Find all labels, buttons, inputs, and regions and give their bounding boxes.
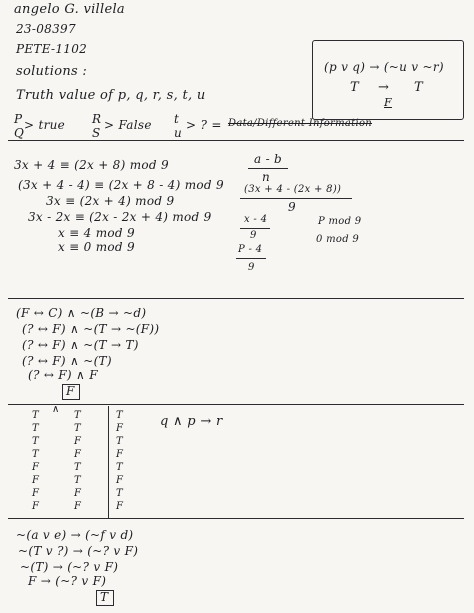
frac2-bar bbox=[240, 198, 352, 199]
col1-row2: T bbox=[32, 423, 39, 434]
mod-line-6: x ≡ 0 mod 9 bbox=[58, 240, 135, 254]
table-header-mark: ∧ bbox=[52, 404, 60, 415]
logic2-line-4: F → (~? v F) bbox=[28, 574, 107, 588]
col3-row8: F bbox=[116, 501, 124, 512]
logic1-answer: F bbox=[66, 384, 75, 398]
logic1-line-4: (? ↔ F) ∧ ~(T) bbox=[22, 354, 112, 368]
col1-row4: T bbox=[32, 449, 39, 460]
struck-note: Data/Different Information bbox=[228, 118, 373, 129]
frac4-bar bbox=[236, 258, 266, 259]
table-expression: q ∧ p → r bbox=[160, 414, 223, 429]
col2-row4: F bbox=[74, 449, 82, 460]
col2-row6: T bbox=[74, 475, 81, 486]
logic1-line-5: (? ↔ F) ∧ F bbox=[28, 368, 98, 382]
solutions-heading: solutions : bbox=[16, 64, 88, 79]
mod-line-2: (3x + 4 - 4) ≡ (2x + 8 - 4) mod 9 bbox=[18, 178, 224, 192]
col1-row5: F bbox=[32, 462, 40, 473]
col2-row2: T bbox=[74, 423, 81, 434]
table-vertical-rule bbox=[108, 406, 109, 518]
mod-line-4: 3x - 2x ≡ (2x - 2x + 4) mod 9 bbox=[28, 210, 212, 224]
col3-row6: F bbox=[116, 475, 124, 486]
course-code: PETE-1102 bbox=[16, 42, 88, 56]
frac4-numerator: P - 4 bbox=[238, 244, 263, 255]
frac3-numerator: x - 4 bbox=[244, 214, 268, 225]
col1-row6: F bbox=[32, 475, 40, 486]
frac1-denominator: n bbox=[262, 170, 271, 184]
col3-row4: F bbox=[116, 449, 124, 460]
col1-row3: T bbox=[32, 436, 39, 447]
col2-row5: T bbox=[74, 462, 81, 473]
logic1-line-3: (? ↔ F) ∧ ~(T → T) bbox=[22, 338, 139, 352]
q-label: Q bbox=[14, 126, 25, 140]
logic2-line-2: ~(T v ?) → (~? v F) bbox=[18, 544, 139, 558]
logic2-answer: T bbox=[100, 590, 109, 604]
frac1-bar bbox=[248, 168, 288, 169]
student-name: angelo G. villela bbox=[14, 2, 125, 17]
student-id: 23-08397 bbox=[16, 22, 76, 36]
logic2-line-1: ~(a v e) → (~f v d) bbox=[16, 528, 134, 542]
s-label: S bbox=[92, 126, 101, 140]
truth-values-line: Truth value of p, q, r, s, t, u bbox=[16, 88, 206, 103]
col3-row2: F bbox=[116, 423, 124, 434]
divider-3 bbox=[8, 404, 464, 405]
u-label: u bbox=[174, 126, 183, 140]
false-text: > False bbox=[104, 118, 152, 132]
col3-row1: T bbox=[116, 410, 123, 421]
frac2-denominator: 9 bbox=[288, 200, 296, 214]
frac3-bar bbox=[240, 228, 270, 229]
col2-row8: F bbox=[74, 501, 82, 512]
frac3-denominator: 9 bbox=[250, 230, 257, 241]
p-label: P bbox=[14, 112, 23, 126]
mod-right-2: 0 mod 9 bbox=[316, 234, 360, 245]
col3-row5: T bbox=[116, 462, 123, 473]
box-arrow: → bbox=[378, 80, 390, 95]
logic1-line-2: (? ↔ F) ∧ ~(T → ~(F)) bbox=[22, 322, 160, 336]
col1-row1: T bbox=[32, 410, 39, 421]
true-text: > true bbox=[24, 118, 66, 132]
logic2-line-3: ~(T) → (~? v F) bbox=[20, 560, 119, 574]
col2-row1: T bbox=[74, 410, 81, 421]
t-label: t bbox=[174, 112, 180, 126]
col1-row8: F bbox=[32, 501, 40, 512]
box-left-value: T bbox=[350, 80, 359, 95]
frac1-numerator: a - b bbox=[254, 152, 283, 166]
col2-row7: F bbox=[74, 488, 82, 499]
col2-row3: F bbox=[74, 436, 82, 447]
r-label: R bbox=[92, 112, 102, 126]
box-note: F bbox=[384, 96, 392, 109]
col3-row7: T bbox=[116, 488, 123, 499]
logic1-line-1: (F ↔ C) ∧ ~(B → ~d) bbox=[16, 306, 147, 320]
mod-line-5: x ≡ 4 mod 9 bbox=[58, 226, 135, 240]
frac2-numerator: (3x + 4 - (2x + 8)) bbox=[244, 184, 342, 195]
unknown-text: > ? = bbox=[186, 118, 222, 132]
box-right-value: T bbox=[414, 80, 423, 95]
divider-1 bbox=[8, 140, 464, 141]
frac4-denominator: 9 bbox=[248, 262, 255, 273]
mod-line-3: 3x ≡ (2x + 4) mod 9 bbox=[46, 194, 175, 208]
divider-4 bbox=[8, 518, 464, 519]
mod-line-1: 3x + 4 ≡ (2x + 8) mod 9 bbox=[14, 158, 169, 172]
divider-2 bbox=[8, 298, 464, 299]
box-expression: (p v q) → (~u v ~r) bbox=[324, 60, 444, 74]
col1-row7: F bbox=[32, 488, 40, 499]
mod-right-1: P mod 9 bbox=[318, 216, 362, 227]
col3-row3: T bbox=[116, 436, 123, 447]
